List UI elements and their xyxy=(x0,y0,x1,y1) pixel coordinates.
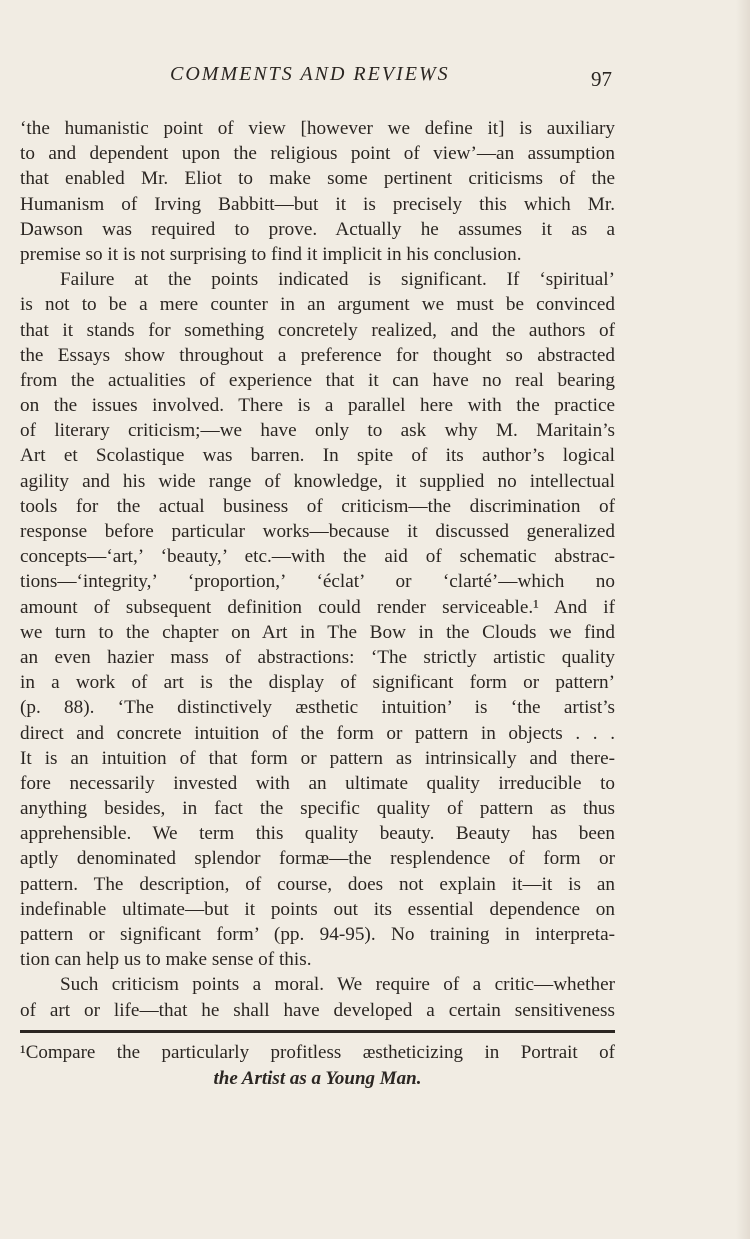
page-number: 97 xyxy=(591,67,612,91)
text-line: in a work of art is the display of significant form or pattern’ xyxy=(20,672,615,694)
footnote-line: the Artist as a Young Man. xyxy=(213,1068,422,1089)
running-head: COMMENTS AND REVIEWS xyxy=(170,63,450,85)
footnote-line: ¹Compare the particularly profitless æstheticizing in Portrait of xyxy=(20,1042,615,1063)
body-text xyxy=(20,116,615,1023)
text-line: pattern or significant form’ (pp. 94-95). No training in interpreta- xyxy=(20,924,615,945)
text-line: we turn to the chapter on Art in The Bow in the Clouds we find xyxy=(20,621,615,643)
text-line: of literary criticism;—we have only to ask why M. Maritain’s xyxy=(20,420,615,442)
text-line: tions—‘integrity,’ ‘proportion,’ ‘éclat’ or ‘clarté’—which no xyxy=(20,571,615,593)
text-line: from the actualities of experience that it can have no real bearing xyxy=(20,369,615,391)
text-line: on the issues involved. There is a parallel here with the practice xyxy=(20,395,615,417)
text-line: indefinable ultimate—but it points out its essential dependence on xyxy=(20,898,615,920)
text-line: of art or life—that he shall have developed a certain sensitiveness xyxy=(20,999,615,1021)
text-line: Failure at the points indicated is significant. If ‘spiritual’ xyxy=(60,269,615,291)
text-line: It is an intuition of that form or pattern as intrinsically and there- xyxy=(20,747,615,769)
text-line: ‘the humanistic point of view [however we define it] is auxiliary xyxy=(20,118,615,139)
text-line: the Essays show throughout a preference for thought so abstracted xyxy=(20,344,615,366)
text-line: tools for the actual business of criticism—the discrimination of xyxy=(20,495,615,517)
text-line: Dawson was required to prove. Actually he assumes it as a xyxy=(20,218,615,240)
text-line: anything besides, in fact the specific quality of pattern as thus xyxy=(20,798,615,820)
text-line: amount of subsequent definition could render serviceable.¹ And if xyxy=(20,596,615,618)
text-line: to and dependent upon the religious point of view’—an assumption xyxy=(20,143,615,165)
text-line: is not to be a mere counter in an argument we must be convinced xyxy=(20,294,615,316)
text-line: (p. 88). ‘The distinctively æsthetic intuition’ is ‘the artist’s xyxy=(20,697,615,719)
text-line: that it stands for something concretely realized, and the authors of xyxy=(20,319,615,341)
footnote xyxy=(20,1040,615,1092)
text-line: Art et Scolastique was barren. In spite of its author’s logical xyxy=(20,445,615,467)
text-line: fore necessarily invested with an ultimate quality irreducible to xyxy=(20,772,615,794)
text-line: direct and concrete intuition of the form or pattern in objects . . . xyxy=(20,722,615,744)
page-edge-shadow xyxy=(736,0,750,1239)
footnote-rule xyxy=(20,1030,615,1033)
text-line: concepts—‘art,’ ‘beauty,’ etc.—with the aid of schematic abstrac- xyxy=(20,546,615,568)
text-line: apprehensible. We term this quality beauty. Beauty has been xyxy=(20,823,615,845)
text-line: agility and his wide range of knowledge, it supplied no intellectual xyxy=(20,470,615,492)
text-line: response before particular works—because it discussed generalized xyxy=(20,521,615,542)
text-line: tion can help us to make sense of this. xyxy=(20,949,312,971)
text-line: aptly denominated splendor formæ—the resplendence of form or xyxy=(20,848,615,870)
text-line: premise so it is not surprising to find it implicit in his conclusion. xyxy=(20,243,522,265)
text-line: pattern. The description, of course, does not explain it—it is an xyxy=(20,873,615,895)
text-line: Humanism of Irving Babbitt—but it is precisely this which Mr. xyxy=(20,193,615,215)
text-line: Such criticism points a moral. We require of a critic—whether xyxy=(60,974,615,996)
text-line: that enabled Mr. Eliot to make some pertinent criticisms of the xyxy=(20,168,615,190)
text-line: an even hazier mass of abstractions: ‘The strictly artistic quality xyxy=(20,646,615,668)
